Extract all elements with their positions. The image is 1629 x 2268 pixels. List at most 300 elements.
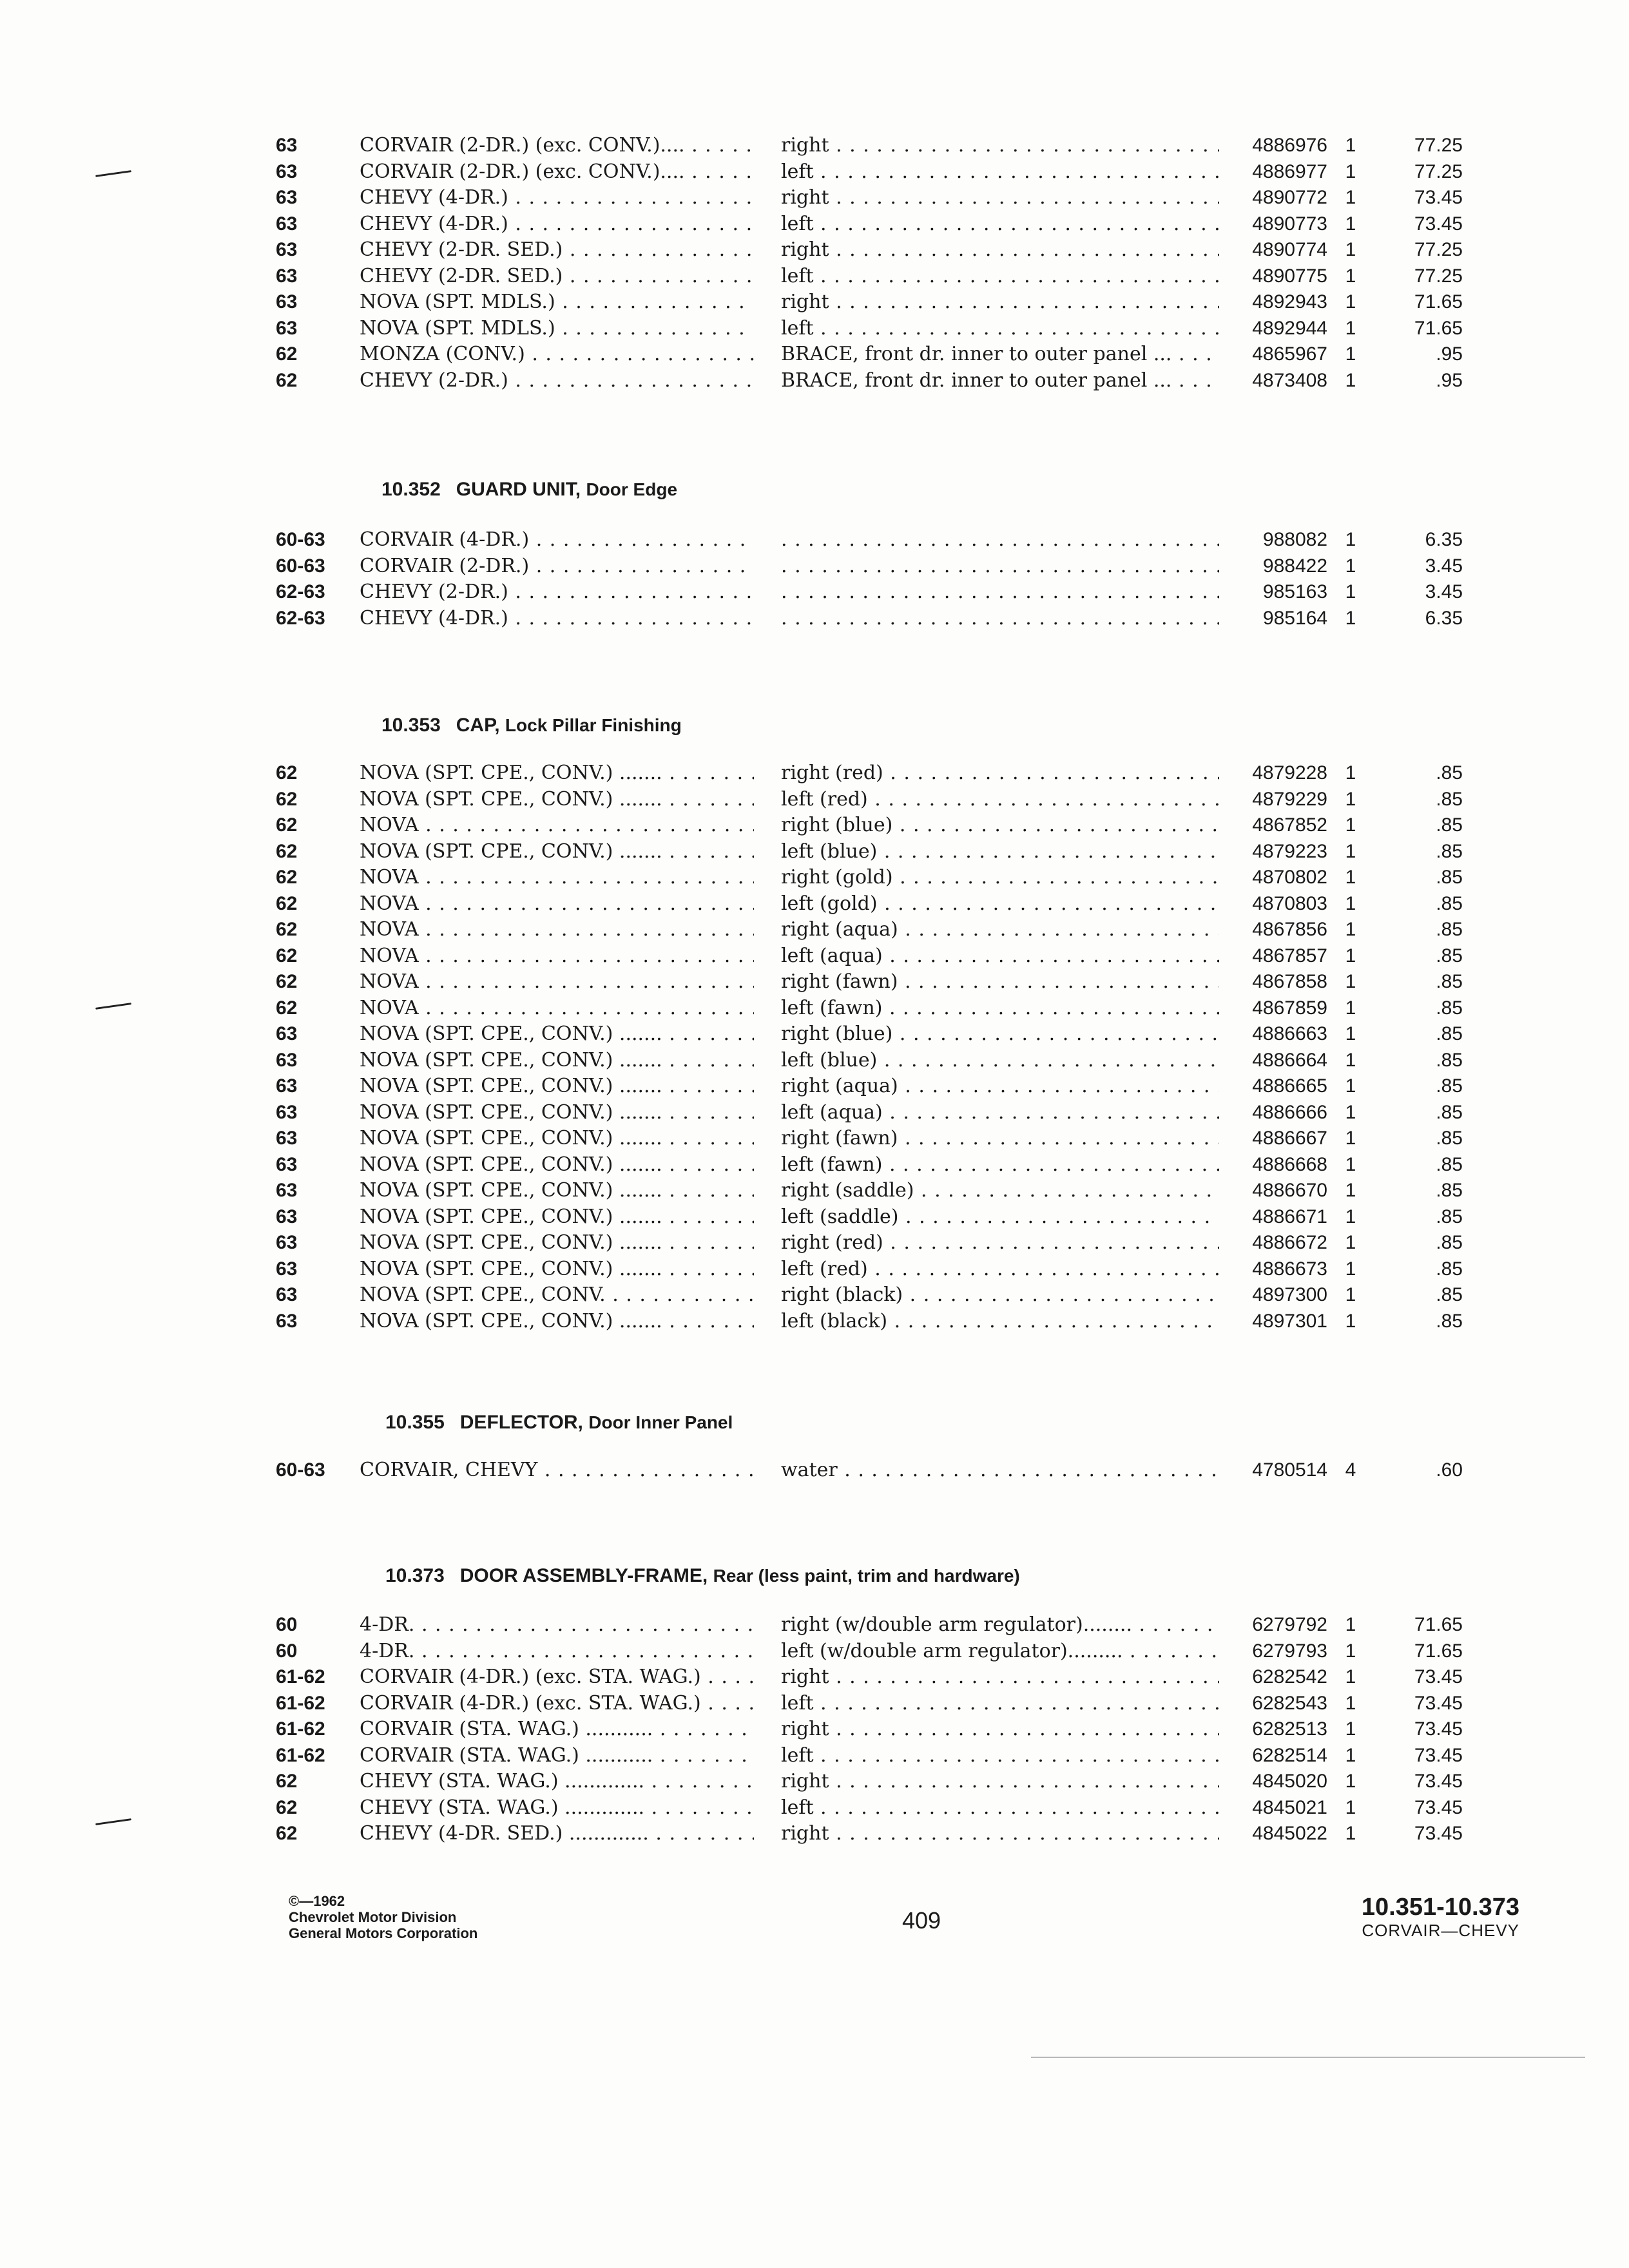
list-price: .95 (1436, 369, 1463, 391)
model-year: 60 (276, 1640, 298, 1662)
table-row (0, 1021, 1629, 1047)
model-description-text: CHEVY (2-DR.) . . . (360, 581, 754, 603)
model-description-text: NOVA (SPT. CPE., CONV.) ....... . . . (360, 1049, 754, 1072)
part-description (781, 1612, 1219, 1638)
part-number: 6282514 (1252, 1744, 1327, 1766)
model-description (360, 185, 754, 211)
model-year: 62 (276, 369, 298, 391)
table-row (0, 185, 1629, 211)
table-row (0, 1204, 1629, 1230)
model-description-text: 4-DR. . . . (360, 1613, 754, 1636)
list-price: .85 (1436, 1258, 1463, 1280)
part-description-text: left (w/double arm regulator)......... . . . (781, 1640, 1219, 1662)
part-description-text: left (blue) . . . (781, 1049, 1219, 1072)
table-row (0, 1100, 1629, 1126)
table-row (0, 787, 1629, 812)
model-year: 63 (276, 160, 298, 182)
part-description-text: right . . . (781, 1718, 1219, 1740)
model-description (360, 1821, 754, 1847)
model-description (360, 579, 754, 605)
quantity: 1 (1345, 1101, 1356, 1123)
quantity: 1 (1345, 788, 1356, 810)
quantity: 1 (1345, 187, 1356, 208)
part-description (781, 969, 1219, 995)
model-year: 63 (276, 239, 298, 260)
model-description-text: NOVA (SPT. CPE., CONV.) ....... . . . (360, 788, 754, 811)
part-description-text: left (red) . . . (781, 1258, 1219, 1280)
quantity: 1 (1345, 1796, 1356, 1818)
model-description (360, 917, 754, 943)
part-description (781, 1743, 1219, 1769)
part-number: 4879228 (1252, 762, 1327, 783)
scan-artifact (1031, 2057, 1585, 2058)
model-description (360, 316, 754, 341)
model-description-text: CHEVY (4-DR.) . . . (360, 607, 754, 629)
section-title: GUARD UNIT, (456, 479, 581, 500)
model-year: 62 (276, 840, 298, 862)
part-description-text: right (black) . . . (781, 1283, 1219, 1306)
part-description-text: BRACE, front dr. inner to outer panel ... . . . (781, 369, 1219, 392)
model-description (360, 1309, 754, 1334)
model-description (360, 1664, 754, 1690)
part-description-text: BRACE, front dr. inner to outer panel ... . . . (781, 343, 1219, 365)
model-description (360, 368, 754, 394)
quantity: 1 (1345, 1153, 1356, 1175)
part-number: 4867857 (1252, 945, 1327, 966)
part-description-text (781, 581, 1219, 603)
model-description-text: NOVA (SPT. CPE., CONV.) ....... . . . (360, 1075, 754, 1097)
model-description-text: CHEVY (2-DR. SED.) . . . (360, 265, 754, 287)
model-description (360, 943, 754, 969)
part-description (781, 1152, 1219, 1178)
part-number: 4867858 (1252, 971, 1327, 992)
model-description-text: CHEVY (STA. WAG.) ............. . . . (360, 1796, 754, 1819)
part-number: 4845021 (1252, 1796, 1327, 1818)
model-description (360, 1204, 754, 1230)
corporation-line: General Motors Corporation (289, 1925, 478, 1941)
quantity: 1 (1345, 1075, 1356, 1097)
model-description (360, 1048, 754, 1073)
quantity: 1 (1345, 867, 1356, 888)
model-description-text: NOVA (SPT. CPE., CONV.) ....... . . . (360, 1310, 754, 1332)
model-description-text: CORVAIR (4-DR.) (exc. STA. WAG.) . . . (360, 1692, 754, 1715)
quantity: 1 (1345, 555, 1356, 577)
model-year: 63 (276, 1023, 298, 1044)
model-description (360, 289, 754, 315)
table-row (0, 1152, 1629, 1178)
quantity: 1 (1345, 369, 1356, 391)
model-year: 60-63 (276, 555, 325, 577)
table-row (0, 1309, 1629, 1334)
table-row (0, 1821, 1629, 1847)
part-description (781, 812, 1219, 838)
quantity: 1 (1345, 581, 1356, 602)
section-number: 10.352 (381, 479, 441, 500)
list-price: 71.65 (1414, 1640, 1463, 1662)
table-row (0, 527, 1629, 553)
part-number: 4886976 (1252, 135, 1327, 156)
quantity: 1 (1345, 1744, 1356, 1766)
part-description-text: left (blue) . . . (781, 840, 1219, 863)
model-year: 62 (276, 1796, 298, 1818)
table-row (0, 1664, 1629, 1690)
list-price: .85 (1436, 1206, 1463, 1227)
part-number: 985163 (1262, 581, 1327, 602)
list-price: 73.45 (1414, 1796, 1463, 1818)
quantity: 1 (1345, 160, 1356, 182)
part-description-text: left (aqua) . . . (781, 1101, 1219, 1124)
part-description-text: right . . . (781, 238, 1219, 261)
model-description-text: NOVA . . . (360, 970, 754, 993)
list-price: .85 (1436, 1310, 1463, 1332)
part-description (781, 527, 1219, 553)
part-description-text (781, 528, 1219, 551)
model-description-text: NOVA (SPT. CPE., CONV.) ....... . . . (360, 1179, 754, 1202)
model-description (360, 891, 754, 917)
part-number: 4890772 (1252, 187, 1327, 208)
part-description-text: right (red) . . . (781, 1231, 1219, 1254)
list-price: 73.45 (1414, 1744, 1463, 1766)
part-number: 4897301 (1252, 1310, 1327, 1332)
list-price: 73.45 (1414, 1718, 1463, 1740)
model-year: 60 (276, 1614, 298, 1635)
model-description-text: CORVAIR (STA. WAG.) ........... . . . (360, 1718, 754, 1740)
quantity: 1 (1345, 1640, 1356, 1662)
list-price: .85 (1436, 1128, 1463, 1149)
model-description-text: NOVA (SPT. CPE., CONV.) ....... . . . (360, 1231, 754, 1254)
list-price: .85 (1436, 1232, 1463, 1253)
part-number: 4892943 (1252, 291, 1327, 312)
part-description (781, 787, 1219, 812)
model-year: 63 (276, 1153, 298, 1175)
table-row (0, 865, 1629, 890)
part-number: 4870803 (1252, 892, 1327, 914)
part-number: 4879223 (1252, 840, 1327, 862)
table-row (0, 1230, 1629, 1256)
model-description-text: CHEVY (STA. WAG.) ............. . . . (360, 1770, 754, 1792)
model-year: 63 (276, 1180, 298, 1201)
model-description-text: NOVA . . . (360, 866, 754, 889)
part-description-text: left (black) . . . (781, 1310, 1219, 1332)
model-description (360, 341, 754, 367)
table-row (0, 1282, 1629, 1308)
table-row (0, 1457, 1629, 1483)
part-number: 4865967 (1252, 343, 1327, 365)
part-number: 4845020 (1252, 1771, 1327, 1792)
model-year: 62 (276, 867, 298, 888)
model-year: 62 (276, 814, 298, 836)
model-description-text: CHEVY (4-DR. SED.) ............. . . . (360, 1822, 754, 1845)
part-number: 6282542 (1252, 1666, 1327, 1687)
model-year: 62-63 (276, 581, 325, 602)
model-year: 62 (276, 919, 298, 940)
list-price: .85 (1436, 945, 1463, 966)
part-number: 6279793 (1252, 1640, 1327, 1662)
table-row (0, 133, 1629, 159)
quantity: 1 (1345, 1232, 1356, 1253)
table-row (0, 159, 1629, 185)
model-description (360, 1612, 754, 1638)
page-number: 409 (901, 1907, 941, 1934)
footer-publisher (289, 1893, 477, 1941)
table-row (0, 760, 1629, 786)
table-row (0, 237, 1629, 263)
model-description (360, 159, 754, 185)
part-description (781, 995, 1219, 1021)
model-description (360, 1457, 754, 1483)
part-description (781, 579, 1219, 605)
part-description-text: left (red) . . . (781, 788, 1219, 811)
list-price: 71.65 (1414, 1614, 1463, 1635)
part-description (781, 1821, 1219, 1847)
section-heading (381, 476, 677, 504)
part-description-text: right . . . (781, 134, 1219, 157)
model-description-text: CHEVY (4-DR.) . . . (360, 186, 754, 209)
model-description-text: CHEVY (2-DR. SED.) . . . (360, 238, 754, 261)
table-row (0, 839, 1629, 865)
model-description-text: CORVAIR (4-DR.) (exc. STA. WAG.) . . . (360, 1666, 754, 1688)
quantity: 1 (1345, 265, 1356, 287)
section-heading (385, 1408, 733, 1437)
model-year: 62 (276, 343, 298, 365)
list-price: 77.25 (1414, 265, 1463, 287)
table-row (0, 1612, 1629, 1638)
quantity: 1 (1345, 317, 1356, 339)
list-price: .85 (1436, 1284, 1463, 1305)
model-description-text: NOVA (SPT. CPE., CONV.) ....... . . . (360, 1258, 754, 1280)
list-price: .85 (1436, 971, 1463, 992)
model-year: 63 (276, 317, 298, 339)
model-year: 63 (276, 1258, 298, 1280)
table-row (0, 891, 1629, 917)
model-description (360, 553, 754, 579)
part-number: 4845022 (1252, 1823, 1327, 1844)
part-number: 6282543 (1252, 1692, 1327, 1714)
part-number: 4867859 (1252, 997, 1327, 1019)
model-year: 62 (276, 762, 298, 783)
list-price: .85 (1436, 840, 1463, 862)
model-description-text: NOVA (SPT. CPE., CONV.) ....... . . . (360, 840, 754, 863)
part-description-text: left . . . (781, 265, 1219, 287)
model-description (360, 264, 754, 289)
model-year: 62 (276, 1823, 298, 1844)
group-range: 10.351-10.373 (1361, 1894, 1519, 1921)
table-row (0, 1691, 1629, 1716)
model-description (360, 787, 754, 812)
table-row (0, 1256, 1629, 1282)
model-year: 63 (276, 1206, 298, 1227)
part-description (781, 891, 1219, 917)
list-price: .85 (1436, 1153, 1463, 1175)
model-year: 63 (276, 1128, 298, 1149)
model-description (360, 133, 754, 159)
model-year: 62 (276, 945, 298, 966)
model-year: 63 (276, 1049, 298, 1071)
part-description (781, 1282, 1219, 1308)
quantity: 1 (1345, 213, 1356, 235)
list-price: .85 (1436, 1023, 1463, 1044)
part-description-text: right (blue) . . . (781, 1023, 1219, 1045)
table-row (0, 341, 1629, 367)
quantity: 1 (1345, 1284, 1356, 1305)
part-description-text: right . . . (781, 1822, 1219, 1845)
quantity: 1 (1345, 1823, 1356, 1844)
section-heading (381, 711, 682, 740)
list-price: 6.35 (1425, 529, 1463, 550)
part-description (781, 185, 1219, 211)
model-description-text: NOVA (SPT. CPE., CONV.) ....... . . . (360, 1023, 754, 1045)
part-description-text: left . . . (781, 213, 1219, 235)
division-line: Chevrolet Motor Division (289, 1909, 457, 1925)
section-subtitle: Door Edge (586, 479, 678, 499)
model-description (360, 211, 754, 237)
model-description (360, 865, 754, 890)
table-row (0, 316, 1629, 341)
table-row (0, 812, 1629, 838)
table-row (0, 368, 1629, 394)
part-description-text: right (blue) . . . (781, 814, 1219, 836)
quantity: 1 (1345, 1023, 1356, 1044)
list-price: 6.35 (1425, 607, 1463, 629)
list-price: 77.25 (1414, 239, 1463, 260)
table-row (0, 969, 1629, 995)
table-row (0, 1639, 1629, 1664)
part-number: 4886665 (1252, 1075, 1327, 1097)
part-description (781, 264, 1219, 289)
quantity: 1 (1345, 945, 1356, 966)
table-row (0, 1795, 1629, 1821)
part-number: 988422 (1262, 555, 1327, 577)
part-number: 4890774 (1252, 239, 1327, 260)
model-year: 63 (276, 213, 298, 235)
model-description (360, 1073, 754, 1099)
part-description (781, 943, 1219, 969)
section-number: 10.353 (381, 715, 441, 736)
list-price: 73.45 (1414, 1666, 1463, 1687)
part-description-text: right . . . (781, 1666, 1219, 1688)
model-description (360, 1691, 754, 1716)
model-year: 61-62 (276, 1718, 325, 1740)
model-year: 63 (276, 1232, 298, 1253)
model-description-text: NOVA . . . (360, 892, 754, 915)
model-year: 63 (276, 265, 298, 287)
list-price: .85 (1436, 814, 1463, 836)
quantity: 1 (1345, 343, 1356, 365)
part-description (781, 289, 1219, 315)
part-description (781, 1716, 1219, 1742)
part-description-text: right . . . (781, 186, 1219, 209)
model-description-text: NOVA (SPT. CPE., CONV.) ....... . . . (360, 1127, 754, 1149)
quantity: 1 (1345, 971, 1356, 992)
model-description-text: CHEVY (2-DR.) . . . (360, 369, 754, 392)
list-price: 77.25 (1414, 135, 1463, 156)
part-number: 4867852 (1252, 814, 1327, 836)
table-row (0, 264, 1629, 289)
part-description-text: left (fawn) . . . (781, 1153, 1219, 1176)
quantity: 1 (1345, 1666, 1356, 1687)
table-row (0, 917, 1629, 943)
table-row (0, 289, 1629, 315)
part-number: 4886670 (1252, 1180, 1327, 1201)
quantity: 1 (1345, 814, 1356, 836)
part-description-text: right (fawn) . . . (781, 970, 1219, 993)
part-description (781, 1048, 1219, 1073)
list-price: .85 (1436, 867, 1463, 888)
part-description (781, 1126, 1219, 1151)
part-description (781, 1691, 1219, 1716)
model-description (360, 1021, 754, 1047)
list-price: .85 (1436, 762, 1463, 783)
section-subtitle: Door Inner Panel (588, 1412, 733, 1432)
part-description (781, 1639, 1219, 1664)
copyright-line: ©—1962 (289, 1893, 345, 1909)
part-description-text: left . . . (781, 1744, 1219, 1767)
table-row (0, 579, 1629, 605)
model-description (360, 1282, 754, 1308)
model-description (360, 1230, 754, 1256)
section-number: 10.355 (385, 1412, 445, 1433)
part-number: 4892944 (1252, 317, 1327, 339)
part-number: 4886664 (1252, 1049, 1327, 1071)
part-number: 6279792 (1252, 1614, 1327, 1635)
part-description-text: left . . . (781, 1796, 1219, 1819)
model-description-text: NOVA . . . (360, 814, 754, 836)
section-number: 10.373 (385, 1565, 445, 1586)
part-description (781, 606, 1219, 631)
section-heading (385, 1562, 1020, 1590)
part-number: 4886671 (1252, 1206, 1327, 1227)
quantity: 1 (1345, 1614, 1356, 1635)
part-number: 4897300 (1252, 1284, 1327, 1305)
part-description (781, 1309, 1219, 1334)
model-description-text: CORVAIR (STA. WAG.) ........... . . . (360, 1744, 754, 1767)
part-description (781, 368, 1219, 394)
part-number: 4886666 (1252, 1101, 1327, 1123)
part-description (781, 1021, 1219, 1047)
part-description-text: right (w/double arm regulator)........ . . . (781, 1613, 1219, 1636)
model-description (360, 995, 754, 1021)
part-description-text: left (saddle) . . . (781, 1206, 1219, 1228)
quantity: 1 (1345, 135, 1356, 156)
quantity: 1 (1345, 1718, 1356, 1740)
list-price: .95 (1436, 343, 1463, 365)
model-description (360, 1743, 754, 1769)
quantity: 1 (1345, 1258, 1356, 1280)
part-description (781, 839, 1219, 865)
table-row (0, 943, 1629, 969)
list-price: 3.45 (1425, 581, 1463, 602)
model-year: 62 (276, 997, 298, 1019)
table-row (0, 553, 1629, 579)
table-row (0, 211, 1629, 237)
part-number: 4886673 (1252, 1258, 1327, 1280)
model-year: 63 (276, 187, 298, 208)
list-price: 73.45 (1414, 187, 1463, 208)
model-description-text: NOVA (SPT. CPE., CONV.) ....... . . . (360, 1153, 754, 1176)
model-description-text: NOVA (SPT. MDLS.) . . . (360, 317, 754, 340)
part-description-text: right (gold) . . . (781, 866, 1219, 889)
part-description-text: right (red) . . . (781, 762, 1219, 784)
quantity: 1 (1345, 239, 1356, 260)
part-description (781, 1073, 1219, 1099)
part-description (781, 760, 1219, 786)
list-price: 71.65 (1414, 291, 1463, 312)
list-price: 73.45 (1414, 1692, 1463, 1714)
list-price: 73.45 (1414, 213, 1463, 235)
section-title: DEFLECTOR, (459, 1412, 583, 1433)
part-description-text: left (fawn) . . . (781, 997, 1219, 1019)
part-number: 985164 (1262, 607, 1327, 629)
